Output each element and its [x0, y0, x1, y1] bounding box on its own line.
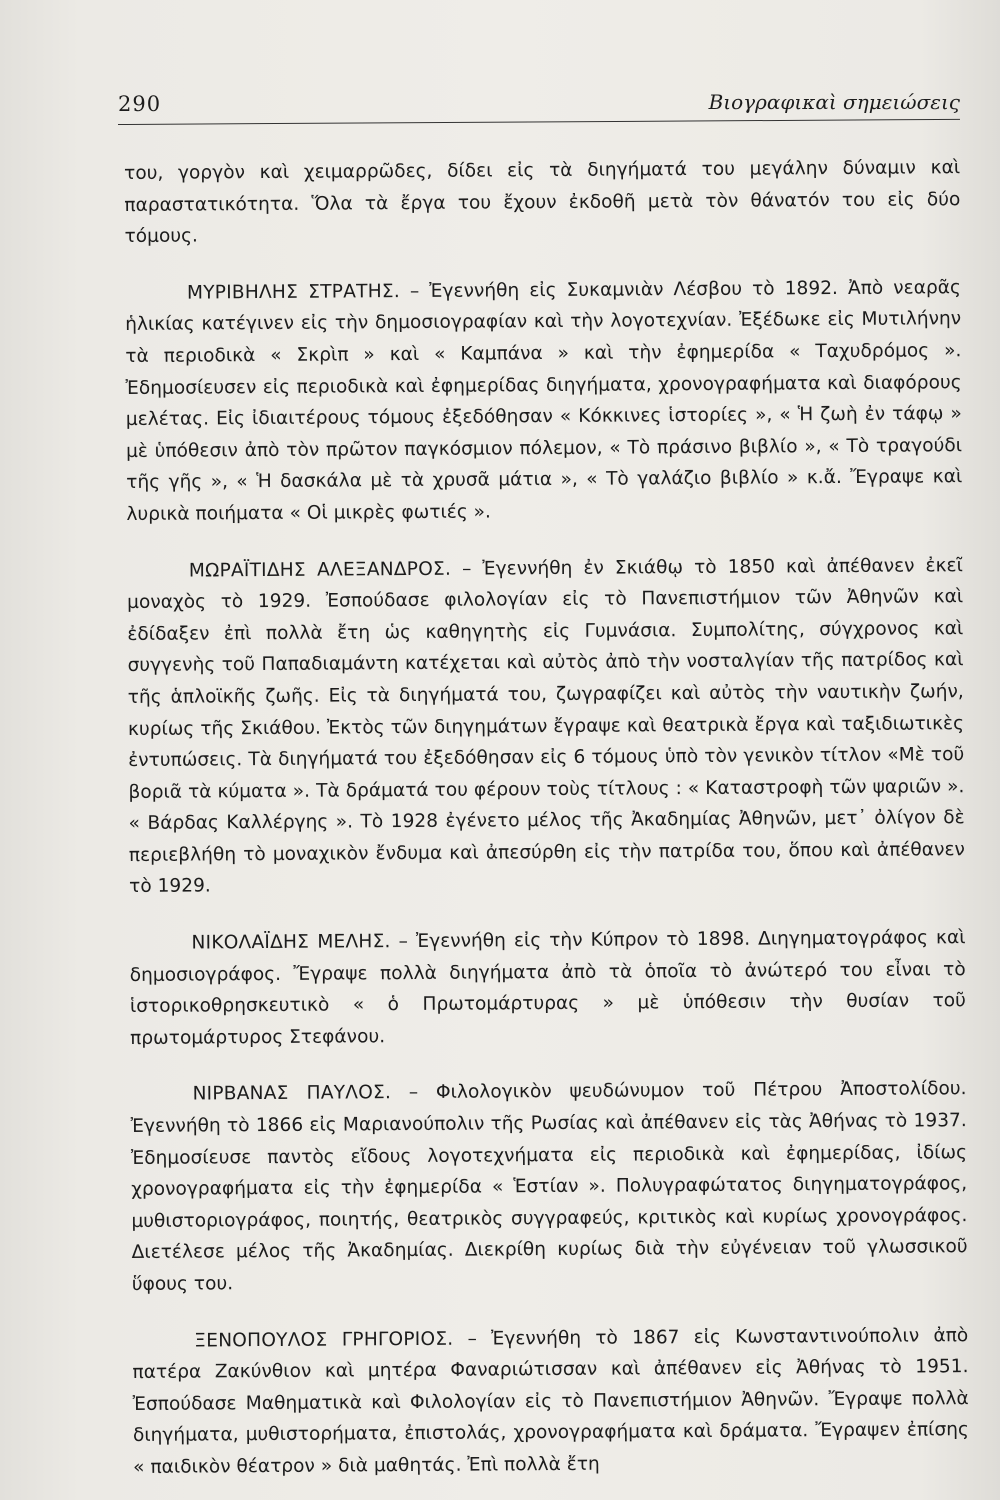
- entry-text: – Ἐγεννήθη ἐν Σκιάθῳ τὸ 1850 καὶ ἀπέθανεν ἐκεῖ μοναχὸς τὸ 1929. Ἐσπούδασε φιλολογίαν εἰς τὸ Πανεπιστήμιον τῶν Ἀθηνῶν καὶ ἐδίδαξεν ἐπὶ πολλὰ ἔτη ὡς καθηγητὴς εἰς Γυμνάσια. Συμπολίτης, σύγχρονος καὶ συγγενὴς τοῦ Παπαδιαμάντη κατέχεται καὶ αὐτὸς ἀπὸ τὴν νοσταλγίαν τῆς πατρίδος καὶ τῆς ἁπλοϊκῆς ζωῆς. Εἰς τὰ διηγήματά του, ζωγραφίζει καὶ αὐτὸς τὴν ναυτικὴν ζωήν, κυρίως τῆς Σκιάθου. Ἐκτὸς τῶν διηγημάτων ἔγραψε καὶ θεατρικὰ ἔργα καὶ ταξιδιωτικὲς ἐντυπώσεις. Τὰ διηγήματά του ἐξεδόθησαν εἰς 6 τόμους ὑπὸ τὸν γενικὸν τίτλον «Μὲ τοῦ βοριᾶ τὰ κύματα ». Τὰ δράματά του φέρουν τοὺς τίτλους : « Καταστροφὴ τῶν ψαριῶν ». « Βάρδας Καλλέργης ». Τὸ 1928 ἐγένετο μέλος τῆς Ἀκαδημίας Ἀθηνῶν, μετ᾽ ὀλίγον δὲ περιεβλήθη τὸ μοναχικὸν ἔνδυμα καὶ ἀπεσύρθη εἰς τὴν πατρίδα του, ὅπου καὶ ἀπέθανεν τὸ 1929.: [127, 554, 965, 898]
- entry-myrivilis: [125, 272, 963, 531]
- entry-name: ΝΙΡΒΑΝΑΣ ΠΑΥΛΟΣ.: [192, 1082, 392, 1105]
- entry-text: – Ἐγεννήθη εἰς τὴν Κύπρον τὸ 1898. Διηγηματογράφος καὶ δημοσιογράφος. Ἔγραψε πολλὰ διηγήματα ἀπὸ τὰ ὁποῖα τὸ ἀνώτερό του εἶναι τὸ ἱστορικοθρησκευτικὸ « ὁ Πρωτομάρτυρας » μὲ ὑπόθεσιν τὴν θυσίαν τοῦ πρωτομάρτυρος Στεφάνου.: [129, 927, 966, 1049]
- entry-name: ΞΕΝΟΠΟΥΛΟΣ ΓΡΗΓΟΡΙΟΣ.: [194, 1328, 454, 1352]
- entry-text: – Φιλολογικὸν ψευδώνυμον τοῦ Πέτρου Ἀποστολίδου. Ἐγεννήθη τὸ 1866 εἰς Μαριανούπολιν τῆς Ρωσίας καὶ ἀπέθανεν εἰς τὰς Ἀθήνας τὸ 1937. Ἐδημοσίευσε παντὸς εἴδους λογοτεχνήματα εἰς περιοδικὰ καὶ ἐφημερίδας, ἰδίως χρονογραφήματα εἰς τὴν ἐφημερίδα « Ἑστίαν ». Πολυγραφώτατος διηγηματογράφος, μυθιστοριογράφος, ποιητής, θεατρικὸς συγγραφεύς, κριτικὸς καὶ κυρίως χρονογράφος. Διετέλεσε μέλος τῆς Ἀκαδημίας. Διεκρίθη κυρίως διὰ τὴν εὐγένειαν τοῦ γλωσσικοῦ ὕφους του.: [130, 1078, 968, 1295]
- entry-moraitidis: [127, 550, 965, 903]
- entry-text: – Ἐγεννήθη εἰς Συκαμνιὰν Λέσβου τὸ 1892. Ἀπὸ νεαρᾶς ἡλικίας κατέγινεν εἰς τὴν δημοσιογραφίαν καὶ τὴν λογοτεχνίαν. Ἐξέδωκε εἰς Μυτιλήνην τὰ περιοδικὰ « Σκρὶπ » καὶ « Καμπάνα » καὶ τὴν ἐφημερίδα « Ταχυδρόμος ». Ἐδημοσίευσεν εἰς περιοδικὰ καὶ ἐφημερίδας διηγήματα, χρονογραφήματα καὶ διαφόρους μελέτας. Εἰς ἰδιαιτέρους τόμους ἐξεδόθησαν « Κόκκινες ἱστορίες », « Ἡ ζωὴ ἐν τάφῳ » μὲ ὑπόθεσιν ἀπὸ τὸν πρῶτον παγκόσμιον πόλεμον, « Τὸ πράσινο βιβλίο », « Τὸ τραγούδι τῆς γῆς », « Ἡ δασκάλα μὲ τὰ χρυσᾶ μάτια », « Τὸ γαλάζιο βιβλίο » κ.ἄ. Ἔγραψε καὶ λυρικὰ ποιήματα « Οἱ μικρὲς φωτιές ».: [125, 276, 963, 525]
- page-number: 290: [118, 92, 162, 116]
- entry-name: ΜΩΡΑΪΤΙΔΗΣ ΑΛΕΞΑΝΔΡΟΣ.: [188, 558, 452, 582]
- entry-nirvanas: [130, 1074, 968, 1301]
- entry-text: – Ἐγεννήθη τὸ 1867 εἰς Κωνσταντινούπολιν ἀπὸ πατέρα Ζακύνθιον καὶ μητέρα Φαναριώτισσαν καὶ ἀπέθανεν εἰς Ἀθήνας τὸ 1951. Ἐσπούδασε Μαθηματικὰ καὶ Φιλολογίαν εἰς τὸ Πανεπιστήμιον Ἀθηνῶν. Ἔγραψε πολλὰ διηγήματα, μυθιστορήματα, ἐπιστολάς, χρονογραφήματα καὶ δράματα. Ἔγραψεν ἐπίσης « παιδικὸν θέατρον » διὰ μαθητάς. Ἐπὶ πολλὰ ἔτη: [132, 1324, 969, 1478]
- entry-xenopoulos: [132, 1320, 969, 1484]
- body-text: [124, 152, 969, 1500]
- entry-name: ΜΥΡΙΒΗΛΗΣ ΣΤΡΑΤΗΣ.: [186, 280, 400, 304]
- paragraph-text: του, γοργὸν καὶ χειμαρρῶδες, δίδει εἰς τὰ διηγήματά του μεγάλην δύναμιν καὶ παραστατικότητα. Ὅλα τὰ ἔργα του ἔχουν ἐκδοθῆ μετὰ τὸν θάνατόν του εἰς δύο τόμους.: [124, 157, 961, 248]
- paragraph-continuation: [124, 152, 961, 253]
- entry-nikolaidis: [129, 922, 966, 1054]
- running-title: Βιογραφικαὶ σημειώσεις: [708, 90, 960, 114]
- entry-name: ΝΙΚΟΛΑΪΔΗΣ ΜΕΛΗΣ.: [191, 931, 391, 954]
